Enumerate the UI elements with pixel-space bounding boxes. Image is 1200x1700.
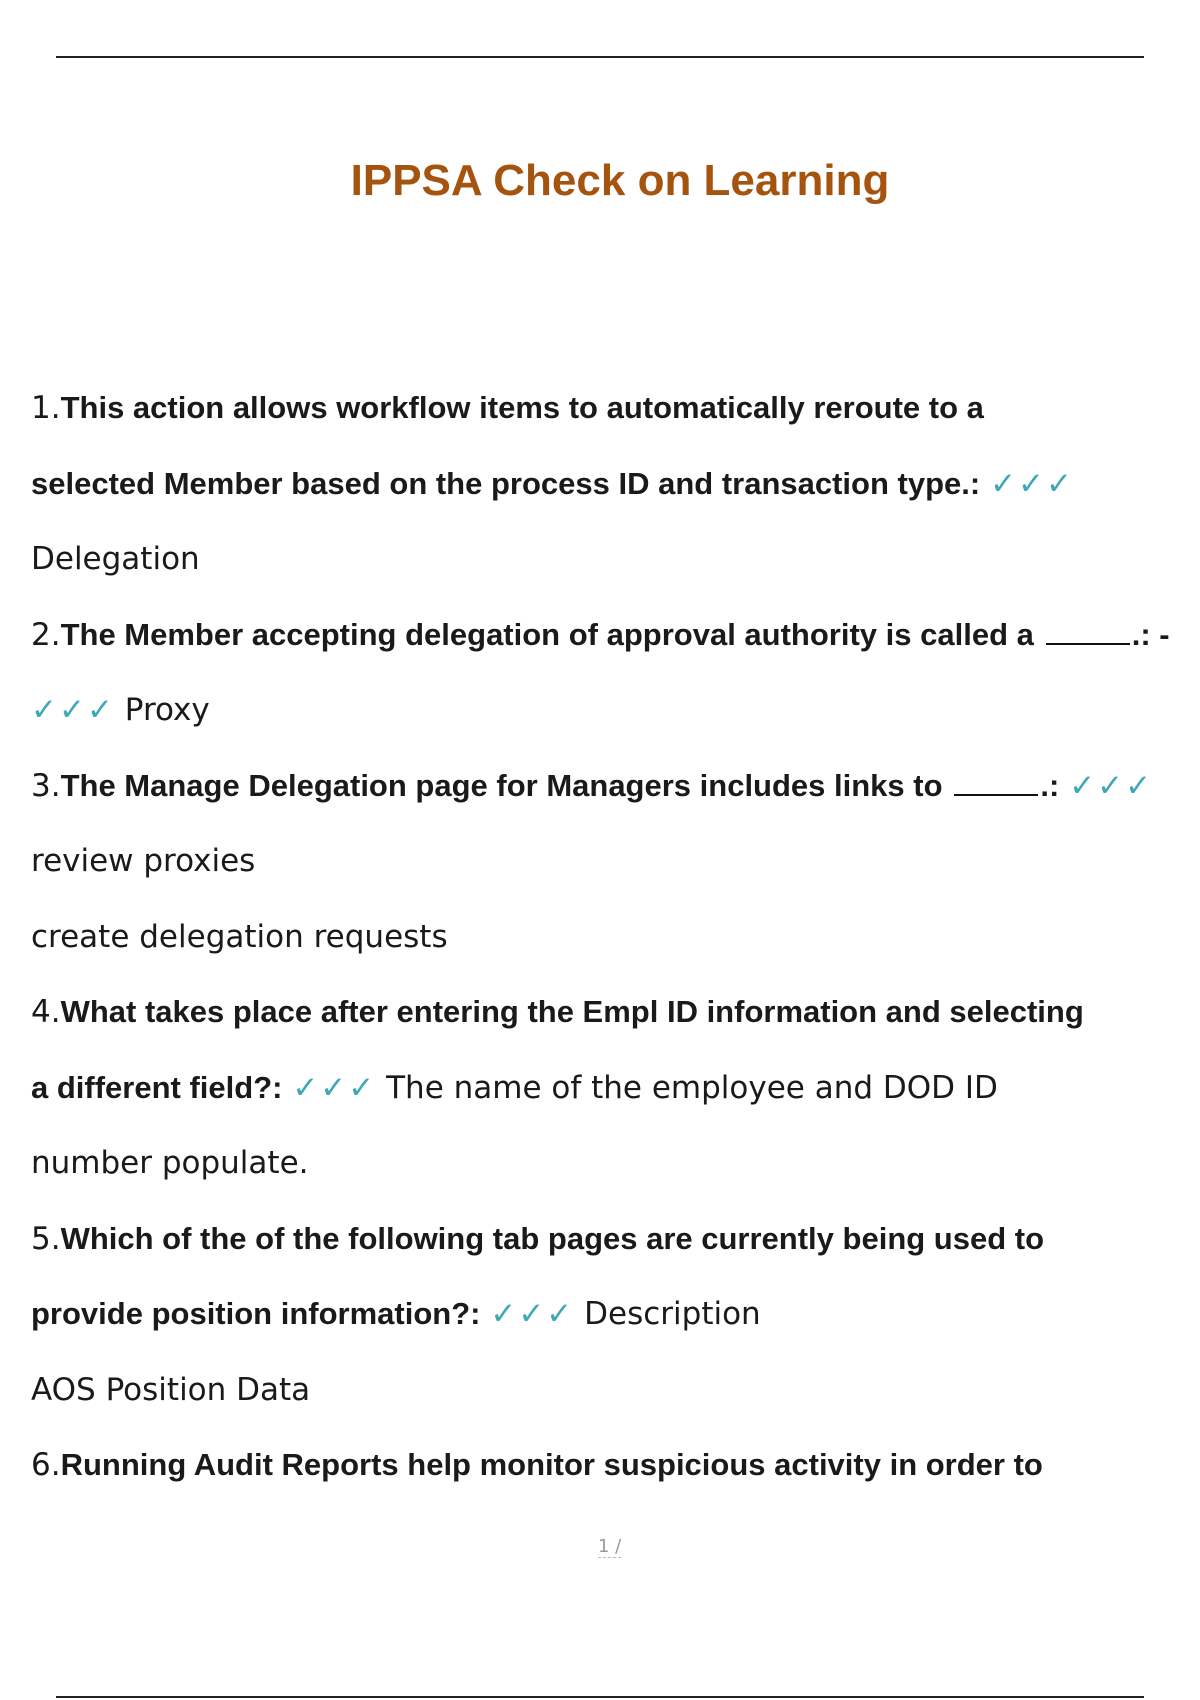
question-text: This action allows workflow items to automatically reroute to a bbox=[60, 390, 984, 425]
checkmark-icon: ✓✓✓ bbox=[1069, 767, 1154, 804]
question-text: provide position information?: bbox=[31, 1296, 481, 1331]
question-1 bbox=[31, 385, 1200, 461]
question-number: 4. bbox=[31, 994, 61, 1030]
question-text: .: bbox=[1040, 767, 1060, 803]
question-4-line-2 bbox=[31, 1065, 1200, 1141]
answer-text: Delegation bbox=[31, 541, 200, 577]
answer-text: AOS Position Data bbox=[31, 1371, 311, 1408]
checkmark-icon: ✓✓✓ bbox=[292, 1069, 377, 1106]
answer-text: The name of the employee and DOD ID bbox=[386, 1069, 998, 1106]
answer-text: create delegation requests bbox=[31, 918, 448, 955]
answer-text: number populate. bbox=[31, 1145, 309, 1181]
question-6 bbox=[31, 1442, 1200, 1518]
question-number: 1. bbox=[31, 390, 61, 426]
answer-text: Proxy bbox=[124, 692, 210, 728]
document-title: IPPSA Check on Learning bbox=[350, 156, 890, 205]
question-4 bbox=[31, 989, 1200, 1065]
question-number: 6. bbox=[31, 1447, 61, 1483]
question-list bbox=[31, 385, 1200, 1518]
checkmark-icon: ✓✓✓ bbox=[990, 465, 1075, 502]
question-text: Running Audit Reports help monitor suspicious activity in order to bbox=[60, 1447, 1043, 1482]
question-5 bbox=[31, 1216, 1200, 1292]
checkmark-icon: ✓✓✓ bbox=[490, 1296, 575, 1332]
answer-text: Description bbox=[584, 1296, 761, 1332]
question-text: .: - bbox=[1131, 616, 1170, 652]
answer-text: review proxies bbox=[31, 843, 256, 879]
top-rule bbox=[56, 56, 1144, 58]
question-text: The Member accepting delegation of approval authority is called a bbox=[60, 616, 1034, 652]
question-number: 5. bbox=[31, 1220, 61, 1257]
answer-line bbox=[31, 1140, 1200, 1216]
bottom-rule bbox=[56, 1696, 1144, 1698]
blank-line bbox=[1046, 621, 1130, 645]
answer-line bbox=[31, 687, 1200, 763]
answer-line bbox=[31, 914, 1200, 990]
question-text: The Manage Delegation page for Managers includes links to bbox=[60, 767, 943, 803]
question-1-line-2 bbox=[31, 461, 1200, 537]
checkmark-icon: ✓✓✓ bbox=[31, 692, 115, 728]
question-3 bbox=[31, 763, 1200, 839]
question-2 bbox=[31, 612, 1200, 688]
answer-line bbox=[31, 1367, 1200, 1443]
blank-line bbox=[954, 772, 1038, 796]
question-number: 3. bbox=[31, 767, 61, 804]
question-text: Which of the of the following tab pages are currently being used to bbox=[60, 1220, 1045, 1256]
question-5-line-2 bbox=[31, 1291, 1200, 1367]
question-number: 2. bbox=[31, 616, 61, 653]
question-text: What takes place after entering the Empl ID information and selecting bbox=[60, 994, 1084, 1029]
question-text: a different field?: bbox=[31, 1069, 283, 1105]
answer-line bbox=[31, 536, 1200, 612]
page-number: 1 / bbox=[598, 1536, 622, 1557]
question-text: selected Member based on the process ID and transaction type.: bbox=[31, 465, 981, 501]
answer-line bbox=[31, 838, 1200, 914]
